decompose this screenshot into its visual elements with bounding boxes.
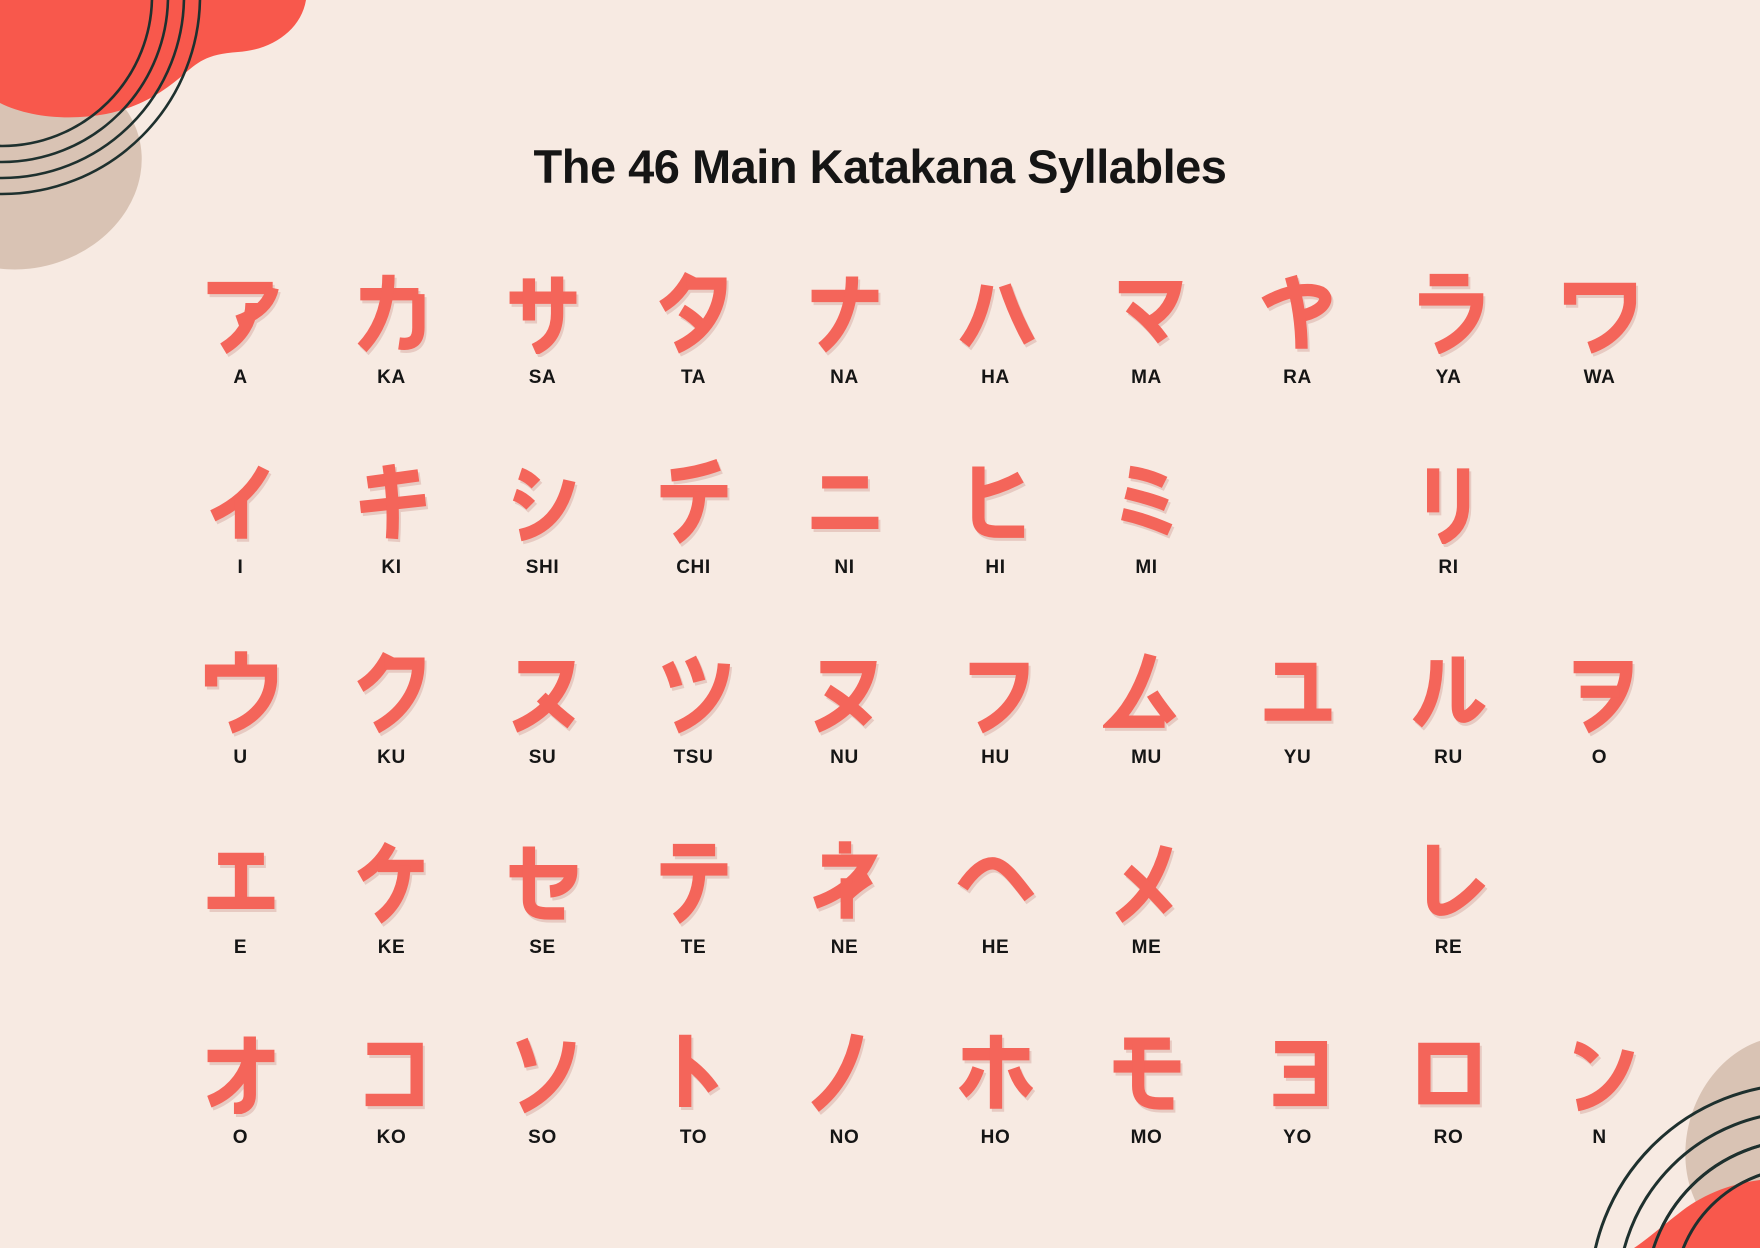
kana-cell-ka xyxy=(316,242,467,432)
romaji-label: NO xyxy=(829,1127,860,1148)
romaji-label: ME xyxy=(1131,937,1162,958)
red-blob-shape xyxy=(0,0,306,117)
romaji-label: RA xyxy=(1283,367,1312,388)
kana-cell-he xyxy=(920,812,1071,1002)
romaji-label: CHI xyxy=(676,557,711,578)
romaji-label: SE xyxy=(529,937,556,958)
kana-cell-ro xyxy=(1373,1002,1524,1192)
kana-glyph-chi xyxy=(650,456,738,544)
kana-cell-re xyxy=(1373,812,1524,1002)
kana-cell-mo xyxy=(1071,1002,1222,1192)
romaji-label: HU xyxy=(981,747,1010,768)
kana-cell-me xyxy=(1071,812,1222,1002)
kana-cell-ra xyxy=(1222,242,1373,432)
kana-cell-ki xyxy=(316,432,467,622)
kana-glyph-tsu xyxy=(650,646,738,734)
romaji-label: KA xyxy=(377,367,406,388)
romaji-label: SHI xyxy=(525,557,560,578)
empty-cell xyxy=(1524,812,1675,1002)
kana-cell-hi xyxy=(920,432,1071,622)
kana-glyph-mu xyxy=(1103,646,1191,734)
kana-glyph-yu xyxy=(1254,646,1342,734)
romaji-label: SO xyxy=(528,1127,557,1148)
kana-cell-su xyxy=(467,622,618,812)
kana-glyph-he xyxy=(952,836,1040,924)
kana-glyph-me xyxy=(1103,836,1191,924)
kana-glyph-ni xyxy=(801,456,889,544)
kana-glyph-o xyxy=(197,1026,285,1114)
kana-glyph-ku xyxy=(348,646,436,734)
kana-cell-ha xyxy=(920,242,1071,432)
kana-glyph-wa xyxy=(1556,266,1644,354)
romaji-label: KU xyxy=(377,747,406,768)
kana-cell-na xyxy=(769,242,920,432)
kana-cell-tsu xyxy=(618,622,769,812)
kana-cell-to xyxy=(618,1002,769,1192)
kana-cell-yo xyxy=(1222,1002,1373,1192)
romaji-label: RE xyxy=(1434,937,1463,958)
kana-glyph-ke xyxy=(348,836,436,924)
romaji-label: MI xyxy=(1135,557,1158,578)
romaji-label: SA xyxy=(528,367,557,388)
kana-cell-no xyxy=(769,1002,920,1192)
kana-glyph-re xyxy=(1405,836,1493,924)
romaji-label: YU xyxy=(1283,747,1312,768)
romaji-label: NU xyxy=(830,747,859,768)
romaji-label: NI xyxy=(834,557,855,578)
kana-cell-ta xyxy=(618,242,769,432)
kana-glyph-ra xyxy=(1254,266,1342,354)
kana-cell-ri xyxy=(1373,432,1524,622)
kana-cell-se xyxy=(467,812,618,1002)
romaji-label: YA xyxy=(1435,367,1462,388)
romaji-label: I xyxy=(237,557,244,578)
kana-cell-n xyxy=(1524,1002,1675,1192)
kana-cell-o xyxy=(1524,622,1675,812)
romaji-label: TE xyxy=(680,937,707,958)
kana-cell-a xyxy=(165,242,316,432)
kana-glyph-yo xyxy=(1254,1026,1342,1114)
romaji-label: HO xyxy=(980,1127,1011,1148)
kana-glyph-ta xyxy=(650,266,738,354)
kana-cell-mi xyxy=(1071,432,1222,622)
romaji-label: O xyxy=(232,1127,249,1148)
romaji-label: NE xyxy=(830,937,859,958)
romaji-label: SU xyxy=(528,747,557,768)
kana-glyph-so xyxy=(499,1026,587,1114)
kana-glyph-n xyxy=(1556,1026,1644,1114)
kana-cell-e xyxy=(165,812,316,1002)
kana-grid xyxy=(165,242,1675,1192)
kana-glyph-ho xyxy=(952,1026,1040,1114)
kana-glyph-ko xyxy=(348,1026,436,1114)
kana-cell-wa xyxy=(1524,242,1675,432)
kana-cell-u xyxy=(165,622,316,812)
kana-glyph-ro xyxy=(1405,1026,1493,1114)
empty-cell xyxy=(1222,432,1373,622)
kana-cell-ru xyxy=(1373,622,1524,812)
kana-glyph-shi xyxy=(499,456,587,544)
kana-glyph-ne xyxy=(801,836,889,924)
kana-cell-shi xyxy=(467,432,618,622)
kana-glyph-ki xyxy=(348,456,436,544)
romaji-label: E xyxy=(233,937,248,958)
kana-cell-hu xyxy=(920,622,1071,812)
romaji-label: TA xyxy=(680,367,707,388)
romaji-label: HA xyxy=(981,367,1010,388)
kana-glyph-no xyxy=(801,1026,889,1114)
romaji-label: YO xyxy=(1283,1127,1312,1148)
kana-cell-ni xyxy=(769,432,920,622)
kana-glyph-ya xyxy=(1405,266,1493,354)
romaji-label: KO xyxy=(376,1127,407,1148)
kana-glyph-nu xyxy=(801,646,889,734)
romaji-label: N xyxy=(1592,1127,1607,1148)
kana-glyph-mi xyxy=(1103,456,1191,544)
kana-glyph-na xyxy=(801,266,889,354)
kana-glyph-a xyxy=(197,266,285,354)
romaji-label: RO xyxy=(1433,1127,1464,1148)
romaji-label: HI xyxy=(985,557,1006,578)
kana-cell-i xyxy=(165,432,316,622)
kana-cell-sa xyxy=(467,242,618,432)
romaji-label: TSU xyxy=(673,747,714,768)
kana-glyph-u xyxy=(197,646,285,734)
kana-glyph-ri xyxy=(1405,456,1493,544)
romaji-label: RI xyxy=(1438,557,1459,578)
kana-glyph-to xyxy=(650,1026,738,1114)
romaji-label: KI xyxy=(381,557,402,578)
romaji-label: WA xyxy=(1583,367,1616,388)
kana-cell-yu xyxy=(1222,622,1373,812)
romaji-label: KE xyxy=(377,937,406,958)
kana-cell-ke xyxy=(316,812,467,1002)
kana-cell-o xyxy=(165,1002,316,1192)
kana-cell-ku xyxy=(316,622,467,812)
romaji-label: HE xyxy=(981,937,1010,958)
romaji-label: NA xyxy=(830,367,859,388)
kana-cell-nu xyxy=(769,622,920,812)
romaji-label: MU xyxy=(1131,747,1162,768)
kana-glyph-i xyxy=(197,456,285,544)
kana-glyph-se xyxy=(499,836,587,924)
kana-glyph-su xyxy=(499,646,587,734)
kana-cell-so xyxy=(467,1002,618,1192)
empty-cell xyxy=(1222,812,1373,1002)
kana-cell-mu xyxy=(1071,622,1222,812)
kana-glyph-ru xyxy=(1405,646,1493,734)
romaji-label: RU xyxy=(1434,747,1463,768)
romaji-label: MA xyxy=(1131,367,1162,388)
kana-cell-ko xyxy=(316,1002,467,1192)
empty-cell xyxy=(1524,432,1675,622)
kana-glyph-hi xyxy=(952,456,1040,544)
kana-cell-ne xyxy=(769,812,920,1002)
romaji-label: U xyxy=(233,747,248,768)
kana-glyph-ka xyxy=(348,266,436,354)
romaji-label: A xyxy=(233,367,248,388)
romaji-label: TO xyxy=(679,1127,708,1148)
kana-cell-chi xyxy=(618,432,769,622)
kana-glyph-e xyxy=(197,836,285,924)
kana-cell-ya xyxy=(1373,242,1524,432)
page-title: The 46 Main Katakana Syllables xyxy=(533,140,1227,194)
kana-glyph-mo xyxy=(1103,1026,1191,1114)
kana-glyph-ma xyxy=(1103,266,1191,354)
kana-cell-te xyxy=(618,812,769,1002)
kana-cell-ma xyxy=(1071,242,1222,432)
kana-glyph-hu xyxy=(952,646,1040,734)
romaji-label: O xyxy=(1591,747,1608,768)
kana-glyph-sa xyxy=(499,266,587,354)
kana-glyph-o xyxy=(1556,646,1644,734)
romaji-label: MO xyxy=(1130,1127,1163,1148)
kana-glyph-ha xyxy=(952,266,1040,354)
kana-cell-ho xyxy=(920,1002,1071,1192)
kana-glyph-te xyxy=(650,836,738,924)
